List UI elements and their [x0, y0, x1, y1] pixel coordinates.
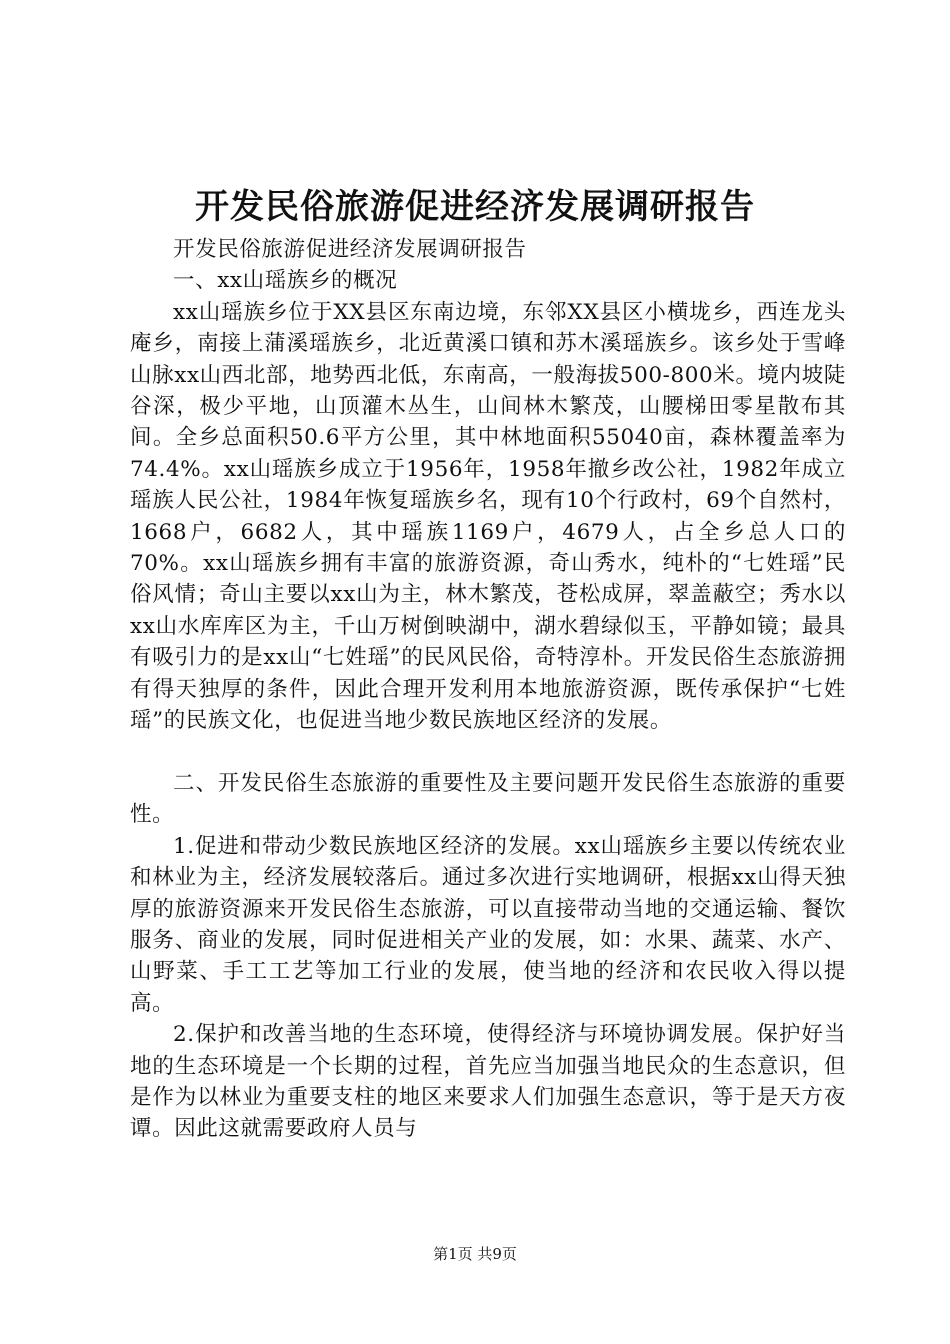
- paragraph-point-1: 1.促进和带动少数民族地区经济的发展。xx山瑶族乡主要以传统农业和林业为主，经济发展较落后。通过多次进行实地调研，根据xx山得天独厚的旅游资源来开发民俗生态旅游，可以直接带动当地的交通运输、餐饮服务、商业的发展，同时促进相关产业的发展，如：水果、蔬菜、水产、山野菜、手工工艺等加工行业的发展，使当地的经济和农民收入得以提高。: [130, 833, 846, 1016]
- paragraph-overview: xx山瑶族乡位于XX县区东南边境，东邻XX县区小横垅乡，西连龙头庵乡，南接上蒲溪瑶族乡，北近黄溪口镇和苏木溪瑶族乡。该乡处于雪峰山脉xx山西北部，地势西北低，东南高，一般海拔500-800米。境内坡陡谷深，极少平地，山顶灌木丛生，山间林木繁茂，山腰梯田零星散布其间。全乡总面积50.6平方公里，其中林地面积55040亩，森林覆盖率为74.4%。xx山瑶族乡成立于1956年，1958年撤乡改公社，1982年成立瑶族人民公社，1984年恢复瑶族乡名，现有10个行政村，69个自然村，1668户，6682人，其中瑶族1169户，4679人，占全乡总人口的70%。xx山瑶族乡拥有丰富的旅游资源，奇山秀水，纯朴的“七姓瑶”民俗风情；奇山主要以xx山为主，林木繁茂，苍松成屏，翠盖蔽空；秀水以xx山水库库区为主，千山万树倒映湖中，湖水碧绿似玉，平静如镜；最具有吸引力的是xx山“七姓瑶”的民风民俗，奇特淳朴。开发民俗生态旅游拥有得天独厚的条件，因此合理开发利用本地旅游资源，既传承保护“七姓瑶”的民族文化，也促进当地少数民族地区经济的发展。: [130, 299, 846, 734]
- page-footer: 第1页 共9页: [433, 1245, 517, 1263]
- document-title: 开发民俗旅游促进经济发展调研报告: [195, 187, 755, 227]
- section-heading-importance: 二、开发民俗生态旅游的重要性及主要问题开发民俗生态旅游的重要性。: [130, 770, 846, 828]
- document-body: [130, 234, 846, 1145]
- section-heading-overview: 一、xx山瑶族乡的概况: [173, 268, 398, 294]
- paragraph-point-2: 2.保护和改善当地的生态环境，使得经济与环境协调发展。保护好当地的生态环境是一个长期的过程，首先应当加强当地民众的生态意识，但是作为以林业为重要支柱的地区来要求人们加强生态意识，等于是天方夜谭。因此这就需要政府人员与: [130, 1022, 846, 1142]
- paragraph-subtitle: 开发民俗旅游促进经济发展调研报告: [173, 237, 527, 262]
